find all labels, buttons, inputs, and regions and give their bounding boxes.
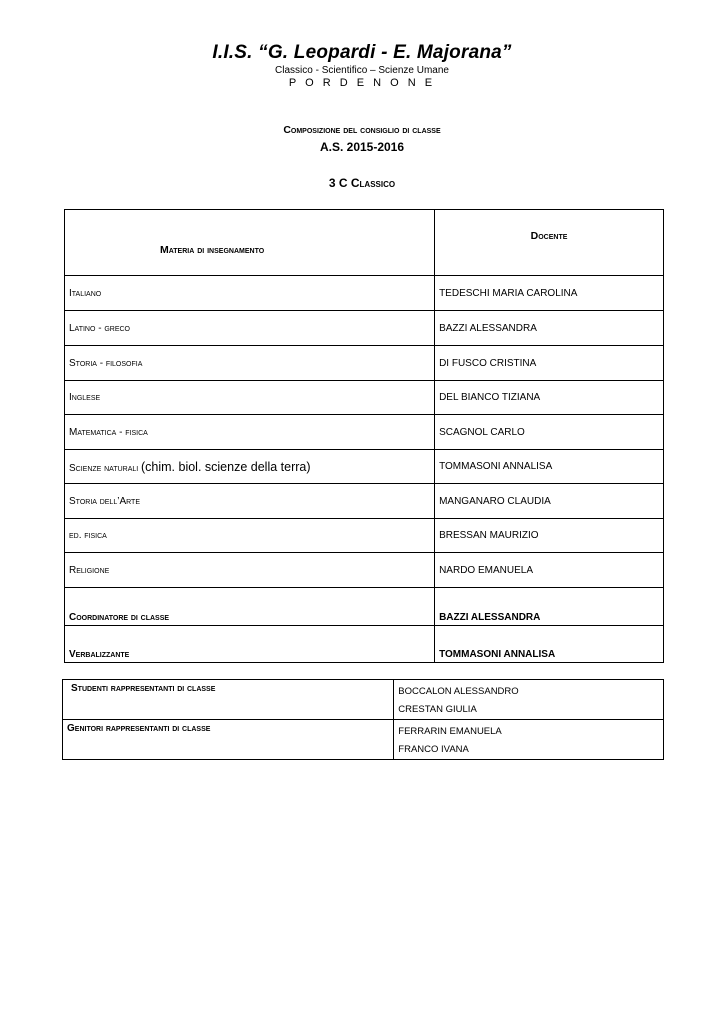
council-table [64, 209, 664, 663]
table-row [65, 415, 664, 450]
subject-cell: Storia - filosofia [65, 346, 435, 381]
parents-list [394, 720, 664, 760]
teacher-cell: SCAGNOL CARLO [435, 415, 664, 450]
student-name: BOCCALON ALESSANDRO [398, 686, 519, 697]
school-year: A.S. 2015-2016 [319, 140, 405, 154]
teacher-cell: TOMMASONI ANNALISA [435, 450, 664, 484]
subject-extra: (chim. biol. scienze della terra) [141, 459, 311, 474]
secretary-name: TOMMASONI ANNALISA [435, 626, 664, 663]
document-title: Composizione del consiglio di classe [283, 124, 441, 136]
parents-label: Genitori rappresentanti di classe [63, 720, 394, 760]
subject-cell: Religione [65, 553, 435, 588]
students-list [394, 680, 664, 720]
teacher-cell: MANGANARO CLAUDIA [435, 484, 664, 519]
subject-cell: Inglese [65, 381, 435, 415]
table-row [65, 311, 664, 346]
coordinator-label: Coordinatore di classe [65, 588, 435, 626]
students-label: Studenti rappresentanti di classe [63, 680, 394, 720]
subject-main: Scienze naturali [69, 462, 139, 474]
table-row [65, 553, 664, 588]
teacher-cell: NARDO EMANUELA [435, 553, 664, 588]
parent-name: FERRARIN EMANUELA [398, 726, 502, 737]
subject-cell: Italiano [65, 276, 435, 311]
subject-cell: ed. fisica [65, 519, 435, 553]
parents-row [63, 720, 664, 760]
subject-cell [65, 450, 435, 484]
table-row [65, 346, 664, 381]
secretary-row [65, 626, 664, 663]
table-header-row [65, 210, 664, 276]
teacher-cell: TEDESCHI MARIA CAROLINA [435, 276, 664, 311]
students-row [63, 680, 664, 720]
subject-cell: Storia dell’Arte [65, 484, 435, 519]
teacher-cell: BRESSAN MAURIZIO [435, 519, 664, 553]
teacher-cell: DI FUSCO CRISTINA [435, 346, 664, 381]
teacher-cell: DEL BIANCO TIZIANA [435, 381, 664, 415]
table-row [65, 484, 664, 519]
table-row [65, 381, 664, 415]
coordinator-name: BAZZI ALESSANDRA [435, 588, 664, 626]
table-row [65, 519, 664, 553]
teacher-column-header: Docente [435, 210, 664, 276]
coordinator-row [65, 588, 664, 626]
subject-cell: Matematica - fisica [65, 415, 435, 450]
student-name: CRESTAN GIULIA [398, 704, 477, 715]
table-row [65, 450, 664, 484]
school-subtitle: Classico - Scientifico – Scienze Umane [275, 65, 449, 76]
representatives-table [62, 679, 664, 760]
parent-name: FRANCO IVANA [398, 744, 469, 755]
class-name: 3 C Classico [328, 176, 396, 190]
teacher-cell: BAZZI ALESSANDRA [435, 311, 664, 346]
subject-cell: Latino - greco [65, 311, 435, 346]
school-name: I.I.S. “G. Leopardi - E. Majorana” [212, 42, 512, 63]
subject-column-header: Materia di insegnamento [65, 210, 435, 276]
secretary-label: Verbalizzante [65, 626, 435, 663]
table-row [65, 276, 664, 311]
school-city: P O R D E N O N E [288, 77, 436, 89]
